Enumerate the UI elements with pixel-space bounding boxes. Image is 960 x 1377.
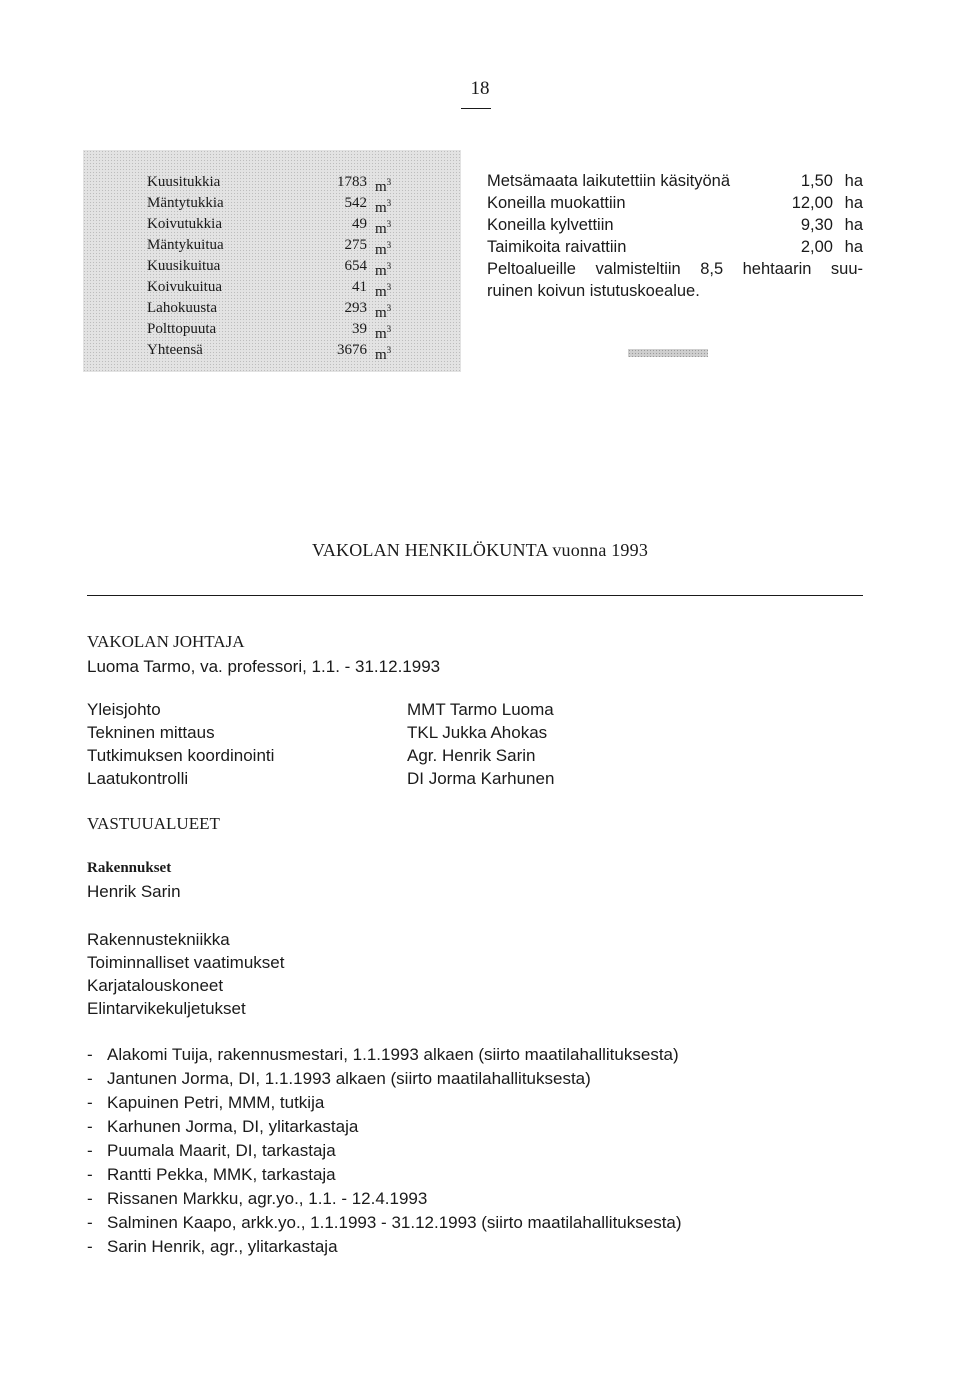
area-topics	[87, 928, 284, 1020]
timber-type: Polttopuuta	[147, 321, 217, 337]
work-area: 2,00	[800, 238, 833, 256]
staff-entry: Jantunen Jorma, DI, 1.1.1993 alkaen (siirto maatilahallituksesta)	[107, 1069, 591, 1088]
work-row	[487, 170, 863, 192]
list-dash: -	[87, 1237, 93, 1256]
areas-heading: VASTUUALUEET	[87, 814, 220, 833]
timber-volume: 542	[344, 195, 367, 211]
timber-row	[83, 171, 461, 193]
duty-person: DI Jorma Karhunen	[407, 769, 555, 788]
work-paragraph-line: ruinen koivun istutuskoealue.	[487, 282, 700, 300]
area-topic: Rakennustekniikka	[87, 930, 230, 949]
list-dash: -	[87, 1189, 93, 1208]
work-label: Koneilla muokattiin	[487, 194, 626, 212]
timber-type: Kuusitukkia	[147, 174, 221, 190]
timber-row	[83, 318, 461, 340]
timber-unit: $m^3$	[375, 261, 392, 279]
timber-volume: 41	[352, 279, 367, 295]
timber-volume: 3676	[337, 342, 367, 358]
timber-total-row	[83, 339, 461, 361]
timber-row	[83, 213, 461, 235]
work-paragraph-line: Peltoalueille valmisteltiin 8,5 hehtaarin suu-	[487, 260, 863, 278]
shaded-mark	[628, 349, 708, 357]
list-dash: -	[87, 1141, 93, 1160]
staff-entry: Kapuinen Petri, MMM, tutkija	[107, 1093, 325, 1112]
area-topic: Toiminnalliset vaatimukset	[87, 953, 285, 972]
list-dash: -	[87, 1045, 93, 1064]
timber-type: Mäntytukkia	[147, 195, 224, 211]
list-dash: -	[87, 1213, 93, 1232]
timber-unit: $m^3$	[375, 324, 392, 342]
area-person: Henrik Sarin	[87, 882, 181, 901]
duty-person: Agr. Henrik Sarin	[407, 746, 536, 765]
work-unit: ha	[844, 238, 863, 256]
timber-volume: 275	[344, 237, 367, 253]
staff-entry: Sarin Henrik, agr., ylitarkastaja	[107, 1237, 338, 1256]
timber-type: Mäntykuitua	[147, 237, 224, 253]
list-dash: -	[87, 1069, 93, 1088]
area-topic: Karjatalouskoneet	[87, 976, 224, 995]
work-label: Taimikoita raivattiin	[487, 238, 627, 256]
work-area: 9,30	[800, 216, 833, 234]
area-title: Rakennukset	[87, 860, 172, 876]
timber-volume: 1783	[337, 174, 367, 190]
duty-task: Laatukontrolli	[87, 769, 189, 788]
work-label: Koneilla kylvettiin	[487, 216, 614, 234]
section-divider	[87, 595, 863, 596]
work-row	[487, 236, 863, 258]
timber-unit: $m^3$	[375, 219, 392, 237]
timber-type: Yhteensä	[147, 342, 203, 358]
work-unit: ha	[844, 216, 863, 234]
area-topic: Elintarvikekuljetukset	[87, 999, 246, 1018]
timber-unit: $m^3$	[375, 282, 392, 300]
list-dash: -	[87, 1093, 93, 1112]
duty-tasks	[87, 698, 274, 790]
timber-row	[83, 192, 461, 214]
staff-entry: Karhunen Jorma, DI, ylitarkastaja	[107, 1117, 359, 1136]
staff-entry: Rantti Pekka, MMK, tarkastaja	[107, 1165, 336, 1184]
list-dash: -	[87, 1117, 93, 1136]
timber-volume: 39	[352, 321, 367, 337]
duty-task: Yleisjohto	[87, 700, 161, 719]
timber-row	[83, 297, 461, 319]
list-dash: -	[87, 1165, 93, 1184]
timber-volume: 654	[344, 258, 367, 274]
duty-task: Tekninen mittaus	[87, 723, 215, 742]
leader-line: Luoma Tarmo, va. professori, 1.1. - 31.12.1993	[87, 657, 441, 676]
timber-row	[83, 255, 461, 277]
timber-type: Lahokuusta	[147, 300, 217, 316]
page-number: 18	[470, 78, 490, 99]
work-area: 12,00	[791, 194, 833, 212]
page-number-underline	[461, 108, 491, 109]
leader-heading: VAKOLAN JOHTAJA	[87, 632, 245, 651]
work-label: Metsämaata laikutettiin käsityönä	[487, 172, 731, 190]
staff-entry: Puumala Maarit, DI, tarkastaja	[107, 1141, 336, 1160]
timber-unit: $m^3$	[375, 240, 392, 258]
duty-person: MMT Tarmo Luoma	[407, 700, 554, 719]
timber-type: Kuusikuitua	[147, 258, 221, 274]
section-title: VAKOLAN HENKILÖKUNTA vuonna 1993	[311, 540, 649, 560]
work-area: 1,50	[800, 172, 833, 190]
timber-row	[83, 234, 461, 256]
staff-entry: Alakomi Tuija, rakennusmestari, 1.1.1993 alkaen (siirto maatilahallituksesta)	[107, 1045, 679, 1064]
timber-volume: 49	[352, 216, 367, 232]
timber-unit: $m^3$	[375, 177, 392, 195]
duty-task: Tutkimuksen koordinointi	[87, 746, 275, 765]
staff-entry: Salminen Kaapo, arkk.yo., 1.1.1993 - 31.12.1993 (siirto maatilahallituksesta)	[107, 1213, 682, 1232]
work-row	[487, 214, 863, 236]
timber-unit: $m^3$	[375, 303, 392, 321]
staff-entry: Rissanen Markku, agr.yo., 1.1. - 12.4.1993	[107, 1189, 428, 1208]
timber-row	[83, 276, 461, 298]
timber-type: Koivukuitua	[147, 279, 222, 295]
timber-volume-table	[83, 150, 461, 372]
work-unit: ha	[844, 172, 863, 190]
timber-volume: 293	[344, 300, 367, 316]
forest-work-summary	[487, 170, 863, 302]
work-row	[487, 192, 863, 214]
timber-type: Koivutukkia	[147, 216, 222, 232]
timber-unit: $m^3$	[375, 345, 392, 363]
duty-persons	[407, 698, 554, 790]
duty-person: TKL Jukka Ahokas	[407, 723, 548, 742]
timber-unit: $m^3$	[375, 198, 392, 216]
work-unit: ha	[844, 194, 863, 212]
